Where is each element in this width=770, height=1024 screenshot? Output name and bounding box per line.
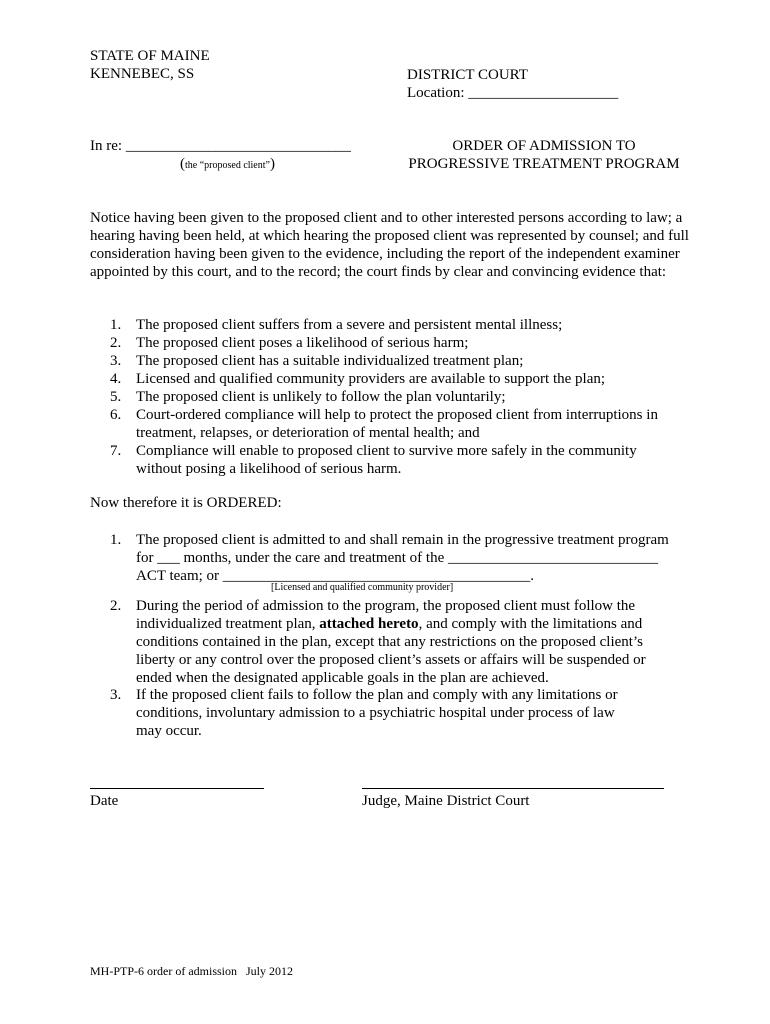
finding-item (108, 370, 708, 388)
order-2-text-before: During the period of admission to the program, the proposed client must follow the individualized treatment plan, (136, 598, 636, 632)
paren-close: ) (269, 156, 275, 172)
finding-item (108, 316, 708, 334)
order-title-line-1: ORDER OF ADMISSION TO (452, 138, 636, 154)
order-title-line-2: PROGRESSIVE TREATMENT PROGRAM (408, 156, 680, 172)
order-2-text-after: , and comply with the limitations and conditions contained in the plan, except that any restrictions on the proposed client’s liberty or any control over the proposed client’s assets or affairs will be suspended or ended when the designated applicable goals in the plan are achieved. (136, 616, 646, 686)
date-signature-line[interactable] (90, 788, 264, 789)
order-3-text: If the proposed client fails to follow the plan and comply with any limitations or conditions, involuntary admission to a psychiatric hospital under process of law may occur. (136, 687, 618, 739)
finding-number: 2. (110, 335, 122, 351)
order-2-number: 2. (110, 598, 122, 614)
order-1-line-2[interactable]: for ___ months, under the care and treatment of the ____________________________ (136, 550, 658, 566)
ordered-heading: Now therefore it is ORDERED: (90, 495, 282, 511)
finding-text: Court-ordered compliance will help to protect the proposed client from interruptions in treatment, relapses, or deterioration of mental health; and (136, 407, 658, 441)
finding-number: 6. (110, 407, 122, 423)
location-field[interactable]: Location: ____________________ (407, 85, 619, 101)
state-heading: STATE OF MAINE (90, 48, 210, 64)
finding-item (108, 334, 708, 352)
provider-caption: [Licensed and qualified community provider] (271, 582, 454, 593)
finding-text: The proposed client is unlikely to follow the plan voluntarily; (136, 389, 506, 405)
finding-item (108, 352, 708, 370)
finding-text: The proposed client poses a likelihood of serious harm; (136, 335, 469, 351)
finding-number: 5. (110, 389, 122, 405)
finding-item (108, 406, 666, 442)
form-footer: MH-PTP-6 order of admission July 2012 (90, 964, 293, 978)
finding-number: 1. (110, 317, 122, 333)
order-2-text (136, 597, 658, 687)
order-1-line-1: The proposed client is admitted to and shall remain in the progressive treatment program (136, 532, 669, 548)
finding-text: The proposed client suffers from a severe and persistent mental illness; (136, 317, 563, 333)
county-heading: KENNEBEC, SS (90, 66, 195, 82)
proposed-client-label: the “proposed client” (185, 160, 270, 171)
date-label: Date (90, 793, 119, 809)
finding-text: Compliance will enable to proposed client to survive more safely in the community without posing a likelihood of serious harm. (136, 443, 637, 477)
finding-text: The proposed client has a suitable individualized treatment plan; (136, 353, 524, 369)
in-re-field[interactable]: In re: ______________________________ (90, 138, 351, 154)
proposed-client-caption (180, 155, 275, 175)
finding-item (108, 442, 666, 478)
judge-label: Judge, Maine District Court (362, 793, 530, 809)
judge-signature-line[interactable] (362, 788, 664, 789)
order-3-number: 3. (110, 687, 122, 703)
finding-number: 4. (110, 371, 122, 387)
attached-hereto-emphasis: attached hereto (319, 616, 419, 632)
intro-paragraph: Notice having been given to the proposed client and to other interested persons according to law; a hearing having been held, at which hearing the proposed client was represented by counsel; and full consideration having been given to the evidence, including the report of the independent examiner appointed by this court, and to the record; the court finds by clear and convincing evidence that: (90, 210, 689, 280)
findings-list (108, 316, 708, 478)
finding-text: Licensed and qualified community providers are available to support the plan; (136, 371, 606, 387)
order-1-number: 1. (110, 532, 122, 548)
finding-number: 3. (110, 353, 122, 369)
finding-item (108, 388, 708, 406)
finding-number: 7. (110, 443, 122, 459)
order-1-line-3[interactable]: ACT team; or _________________________________________. (136, 568, 535, 584)
paren-open: ( (180, 156, 185, 172)
court-heading: DISTRICT COURT (407, 67, 528, 83)
